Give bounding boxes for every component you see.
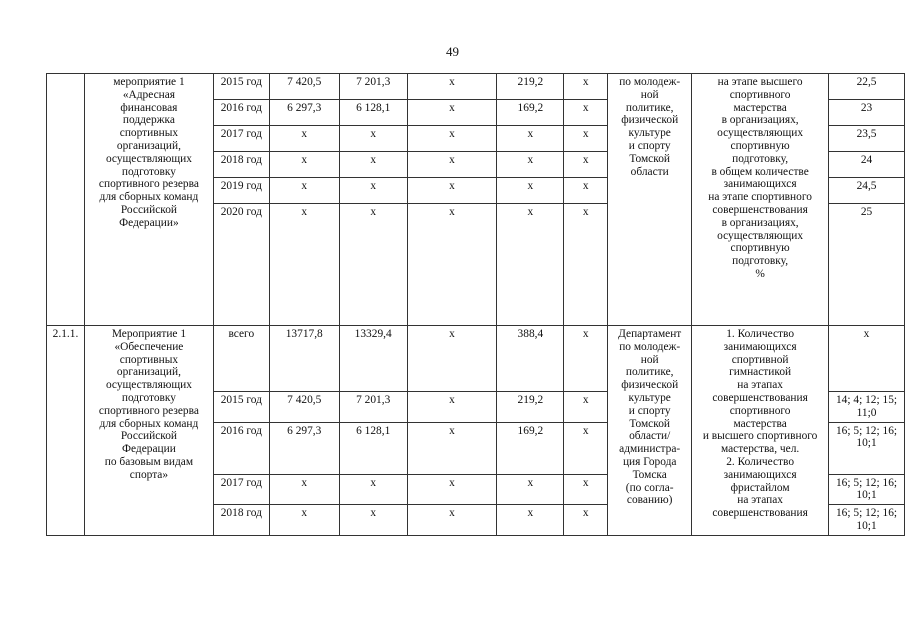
indicator-value-cell: 16; 5; 12; 16; 10;1 (829, 422, 905, 474)
total-cell: x (269, 178, 339, 204)
fed-cell: 6 128,1 (339, 100, 407, 126)
year-cell: 2015 год (213, 74, 269, 100)
indicator-value-cell: 16; 5; 12; 16; 10;1 (829, 474, 905, 505)
indicator-value-cell: 23 (829, 100, 905, 126)
fed-cell: 13329,4 (339, 326, 407, 392)
year-cell: 2016 год (213, 422, 269, 474)
year-cell: 2017 год (213, 126, 269, 152)
other-cell: x (564, 100, 608, 126)
indicator-value-cell: 23,5 (829, 126, 905, 152)
other-cell: x (564, 326, 608, 392)
reg-cell: x (407, 392, 497, 423)
measure-name-cell: Мероприятие 1 «Обеспечение спортивных организаций, осуществляющих подготовку спортивного резерва для сборных команд Российской Федерации по базовым видам спорта» (84, 326, 213, 536)
reg-cell: x (407, 74, 497, 100)
other-cell: x (564, 74, 608, 100)
total-cell: 13717,8 (269, 326, 339, 392)
other-cell: x (564, 474, 608, 505)
reg-cell: x (407, 422, 497, 474)
table-row (47, 74, 905, 100)
year-cell: 2015 год (213, 392, 269, 423)
fed-cell: 7 201,3 (339, 392, 407, 423)
fed-cell: x (339, 204, 407, 326)
loc-cell: x (497, 204, 564, 326)
indicator-value-cell: 14; 4; 12; 15; 11;0 (829, 392, 905, 423)
other-cell: x (564, 126, 608, 152)
fed-cell: 6 128,1 (339, 422, 407, 474)
fed-cell: 7 201,3 (339, 74, 407, 100)
loc-cell: 169,2 (497, 422, 564, 474)
total-cell: x (269, 152, 339, 178)
total-cell: x (269, 204, 339, 326)
reg-cell: x (407, 505, 497, 536)
total-cell: 6 297,3 (269, 422, 339, 474)
reg-cell: x (407, 326, 497, 392)
fed-cell: x (339, 505, 407, 536)
total-cell: 6 297,3 (269, 100, 339, 126)
other-cell: x (564, 204, 608, 326)
measure-name-cell: мероприятие 1 «Адресная финансовая поддержка спортивных организаций, осуществляющих подготовку спортивного резерва для сборных команд Российской Федерации» (84, 74, 213, 326)
total-cell: 7 420,5 (269, 74, 339, 100)
row-number-cell: 2.1.1. (47, 326, 85, 536)
executor-cell: Департамент по молодеж- ной политике, физической культуре и спорту Томской области/ администра- ция Города Томска (по согла- сованию) (608, 326, 692, 536)
reg-cell: x (407, 100, 497, 126)
year-cell: 2020 год (213, 204, 269, 326)
total-cell: x (269, 474, 339, 505)
page-number: 49 (446, 44, 459, 59)
fed-cell: x (339, 152, 407, 178)
reg-cell: x (407, 126, 497, 152)
indicator-value-cell: 24 (829, 152, 905, 178)
year-cell: всего (213, 326, 269, 392)
fed-cell: x (339, 474, 407, 505)
loc-cell: x (497, 152, 564, 178)
other-cell: x (564, 422, 608, 474)
indicator-value-cell: 16; 5; 12; 16; 10;1 (829, 505, 905, 536)
indicator-value-cell: 25 (829, 204, 905, 326)
fed-cell: x (339, 126, 407, 152)
year-cell: 2018 год (213, 152, 269, 178)
indicator-value-cell: 24,5 (829, 178, 905, 204)
fed-cell: x (339, 178, 407, 204)
year-cell: 2019 год (213, 178, 269, 204)
other-cell: x (564, 505, 608, 536)
budget-table (46, 73, 905, 536)
row-number-cell (47, 74, 85, 326)
indicator-cell: 1. Количество занимающихся спортивной гимнастикой на этапах совершенствования спортивного мастерства и высшего спортивного мастерства, чел. 2. Количество занимающихся фристайлом на этапах совершенствования (692, 326, 829, 536)
indicator-cell: на этапе высшего спортивного мастерства в организациях, осуществляющих спортивную подготовку, в общем количестве занимающихся на этапе спортивного совершенствования в организациях, осуществляющих спортивную подготовку, % (692, 74, 829, 326)
total-cell: x (269, 126, 339, 152)
other-cell: x (564, 152, 608, 178)
loc-cell: 388,4 (497, 326, 564, 392)
reg-cell: x (407, 204, 497, 326)
year-cell: 2018 год (213, 505, 269, 536)
year-cell: 2016 год (213, 100, 269, 126)
indicator-value-cell: 22,5 (829, 74, 905, 100)
reg-cell: x (407, 178, 497, 204)
indicator-value-cell: x (829, 326, 905, 392)
loc-cell: x (497, 505, 564, 536)
loc-cell: 219,2 (497, 392, 564, 423)
total-cell: x (269, 505, 339, 536)
loc-cell: 169,2 (497, 100, 564, 126)
loc-cell: x (497, 126, 564, 152)
reg-cell: x (407, 152, 497, 178)
loc-cell: x (497, 178, 564, 204)
year-cell: 2017 год (213, 474, 269, 505)
other-cell: x (564, 392, 608, 423)
loc-cell: 219,2 (497, 74, 564, 100)
total-cell: 7 420,5 (269, 392, 339, 423)
reg-cell: x (407, 474, 497, 505)
other-cell: x (564, 178, 608, 204)
loc-cell: x (497, 474, 564, 505)
executor-cell: по молодеж- ной политике, физической культуре и спорту Томской области (608, 74, 692, 326)
table-row (47, 326, 905, 392)
